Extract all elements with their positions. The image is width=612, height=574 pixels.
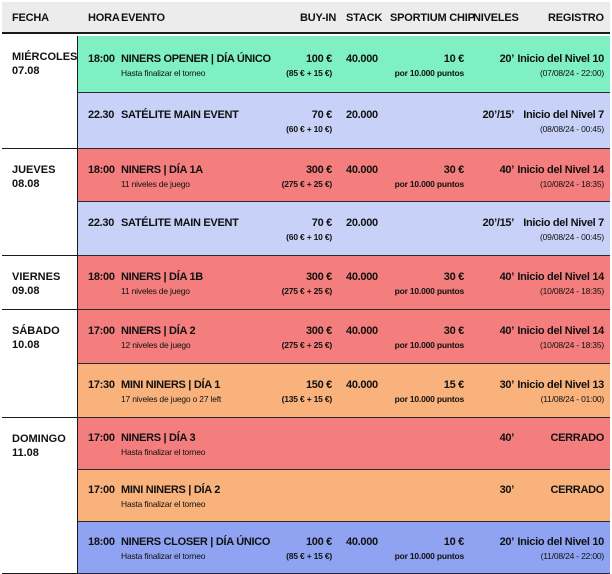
header-buyin: BUY-IN — [300, 12, 337, 24]
row-chip: 30 € — [443, 271, 464, 283]
row-time: 22.30 — [88, 217, 115, 229]
day-name: VIERNES — [12, 271, 61, 283]
row-buyin-breakdown: (275 € + 25 €) — [281, 286, 332, 296]
day-date: 08.08 — [12, 178, 40, 190]
row-registration: Inicio del Nivel 14 — [517, 164, 604, 176]
header-niveles: NIVELES — [473, 12, 519, 24]
row-levels: 40’ — [499, 325, 514, 337]
table-row — [78, 202, 610, 256]
row-chip: 10 € — [443, 536, 464, 548]
row-time: 18:00 — [88, 53, 115, 65]
row-stack: 40.000 — [346, 164, 378, 176]
row-event: NINERS | DÍA 1A — [121, 164, 203, 176]
row-chip-points: por 10.000 puntos — [394, 551, 464, 561]
day-date: 11.08 — [12, 447, 39, 459]
day-name: MIÉRCOLES — [12, 51, 78, 63]
row-buyin-breakdown: (135 € + 15 €) — [281, 394, 332, 404]
row-buyin-breakdown: (275 € + 25 €) — [281, 340, 332, 350]
row-levels: 20’ — [499, 53, 514, 65]
row-levels: 40’ — [499, 164, 514, 176]
row-event: NINERS | DÍA 2 — [121, 325, 196, 337]
row-registration: CERRADO — [550, 484, 604, 496]
row-time: 22.30 — [88, 109, 115, 121]
day-name: DOMINGO — [12, 433, 66, 445]
day-name: SÁBADO — [12, 325, 60, 337]
row-levels: 30’ — [499, 379, 514, 391]
row-chip-points: por 10.000 puntos — [394, 286, 464, 296]
row-event: SATÉLITE MAIN EVENT — [121, 109, 239, 121]
row-time: 18:00 — [88, 271, 115, 283]
row-time: 17:00 — [88, 325, 115, 337]
header-fecha: FECHA — [12, 12, 49, 24]
table-row — [78, 93, 610, 149]
row-buyin-breakdown: (85 € + 15 €) — [286, 551, 332, 561]
row-chip: 15 € — [443, 379, 464, 391]
table-row — [78, 364, 610, 418]
row-registration-date: (08/08/24 - 00:45) — [540, 124, 604, 134]
header-chip: SPORTIUM CHIP — [390, 12, 475, 24]
row-chip: 30 € — [443, 164, 464, 176]
row-registration: Inicio del Nivel 14 — [517, 271, 604, 283]
table-row — [78, 522, 610, 574]
row-buyin: 70 € — [311, 109, 332, 121]
row-chip: 10 € — [443, 53, 464, 65]
day-date: 09.08 — [12, 285, 40, 297]
row-stack: 40.000 — [346, 325, 378, 337]
table-row — [78, 256, 610, 310]
row-registration: Inicio del Nivel 10 — [517, 536, 604, 548]
row-buyin: 150 € — [305, 379, 332, 391]
row-chip-points: por 10.000 puntos — [394, 340, 464, 350]
row-buyin: 300 € — [305, 164, 332, 176]
header-evento: EVENTO — [121, 12, 165, 24]
schedule-table — [2, 2, 610, 572]
row-levels: 30’ — [499, 484, 514, 496]
row-event-detail: Hasta finalizar el torneo — [121, 499, 206, 509]
row-registration-date: (10/08/24 - 18:35) — [540, 340, 604, 350]
row-registration-date: (11/08/24 - 22:00) — [540, 551, 604, 561]
row-registration: Inicio del Nivel 7 — [523, 217, 604, 229]
row-event-detail: 11 niveles de juego — [121, 179, 190, 189]
table-row — [78, 36, 610, 93]
row-time: 17:00 — [88, 484, 115, 496]
row-registration-date: (10/08/24 - 18:35) — [540, 286, 604, 296]
row-registration: Inicio del Nivel 10 — [517, 53, 604, 65]
row-event: SATÉLITE MAIN EVENT — [121, 217, 239, 229]
row-buyin: 100 € — [305, 536, 332, 548]
row-registration: CERRADO — [550, 432, 604, 444]
row-event-detail: 17 niveles de juego o 27 left — [121, 394, 222, 404]
row-event: NINERS | DÍA 1B — [121, 271, 203, 283]
row-registration-date: (11/08/24 - 01:00) — [540, 394, 604, 404]
row-time: 17:30 — [88, 379, 115, 391]
row-event: MINI NINERS | DÍA 1 — [121, 379, 221, 391]
table-header — [2, 2, 610, 34]
row-buyin-breakdown: (60 € + 10 €) — [286, 124, 332, 134]
day-date: 10.08 — [12, 339, 40, 351]
row-registration: Inicio del Nivel 14 — [517, 325, 604, 337]
row-time: 17:00 — [88, 432, 115, 444]
row-levels: 20’/15’ — [482, 109, 514, 121]
day-cell — [2, 256, 78, 310]
row-event: NINERS CLOSER | DÍA ÚNICO — [121, 536, 271, 548]
row-chip: 30 € — [443, 325, 464, 337]
row-registration-date: (09/08/24 - 00:45) — [540, 232, 604, 242]
row-buyin: 300 € — [305, 271, 332, 283]
row-buyin: 100 € — [305, 53, 332, 65]
day-cell — [2, 149, 78, 256]
row-event: NINERS OPENER | DÍA ÚNICO — [121, 53, 271, 65]
day-cell — [2, 310, 78, 418]
day-date: 07.08 — [12, 65, 40, 77]
day-name: JUEVES — [12, 164, 56, 176]
row-levels: 40’ — [499, 432, 514, 444]
row-levels: 20’ — [499, 536, 514, 548]
row-event-detail: 11 niveles de juego — [121, 286, 190, 296]
row-chip-points: por 10.000 puntos — [394, 68, 464, 78]
row-buyin-breakdown: (60 € + 10 €) — [286, 232, 332, 242]
header-stack: STACK — [346, 12, 383, 24]
day-cell — [2, 36, 78, 149]
row-event-detail: Hasta finalizar el torneo — [121, 551, 206, 561]
header-hora: HORA — [88, 12, 120, 24]
row-event: MINI NINERS | DÍA 2 — [121, 484, 221, 496]
table-row — [78, 149, 610, 202]
row-buyin-breakdown: (275 € + 25 €) — [281, 179, 332, 189]
table-row — [78, 418, 610, 470]
row-time: 18:00 — [88, 536, 115, 548]
row-chip-points: por 10.000 puntos — [394, 179, 464, 189]
row-stack: 40.000 — [346, 271, 378, 283]
row-stack: 20.000 — [346, 217, 378, 229]
row-buyin-breakdown: (85 € + 15 €) — [286, 68, 332, 78]
row-event-detail: Hasta finalizar el torneo — [121, 68, 206, 78]
row-buyin: 70 € — [311, 217, 332, 229]
row-stack: 20.000 — [346, 109, 378, 121]
row-levels: 40’ — [499, 271, 514, 283]
row-event-detail: 12 niveles de juego — [121, 340, 191, 350]
row-levels: 20’/15’ — [482, 217, 514, 229]
row-time: 18:00 — [88, 164, 115, 176]
table-row — [78, 470, 610, 522]
day-cell — [2, 418, 78, 574]
row-registration-date: (07/08/24 - 22:00) — [540, 68, 604, 78]
row-event-detail: Hasta finalizar el torneo — [121, 447, 206, 457]
row-event: NINERS | DÍA 3 — [121, 432, 196, 444]
row-buyin: 300 € — [305, 325, 332, 337]
row-registration-date: (10/08/24 - 18:35) — [540, 179, 604, 189]
row-registration: Inicio del Nivel 7 — [523, 109, 604, 121]
row-chip-points: por 10.000 puntos — [394, 394, 464, 404]
row-registration: Inicio del Nivel 13 — [517, 379, 604, 391]
row-stack: 40.000 — [346, 379, 378, 391]
header-registro: REGISTRO — [548, 12, 604, 24]
table-row — [78, 310, 610, 364]
row-stack: 40.000 — [346, 53, 378, 65]
row-stack: 40.000 — [346, 536, 378, 548]
